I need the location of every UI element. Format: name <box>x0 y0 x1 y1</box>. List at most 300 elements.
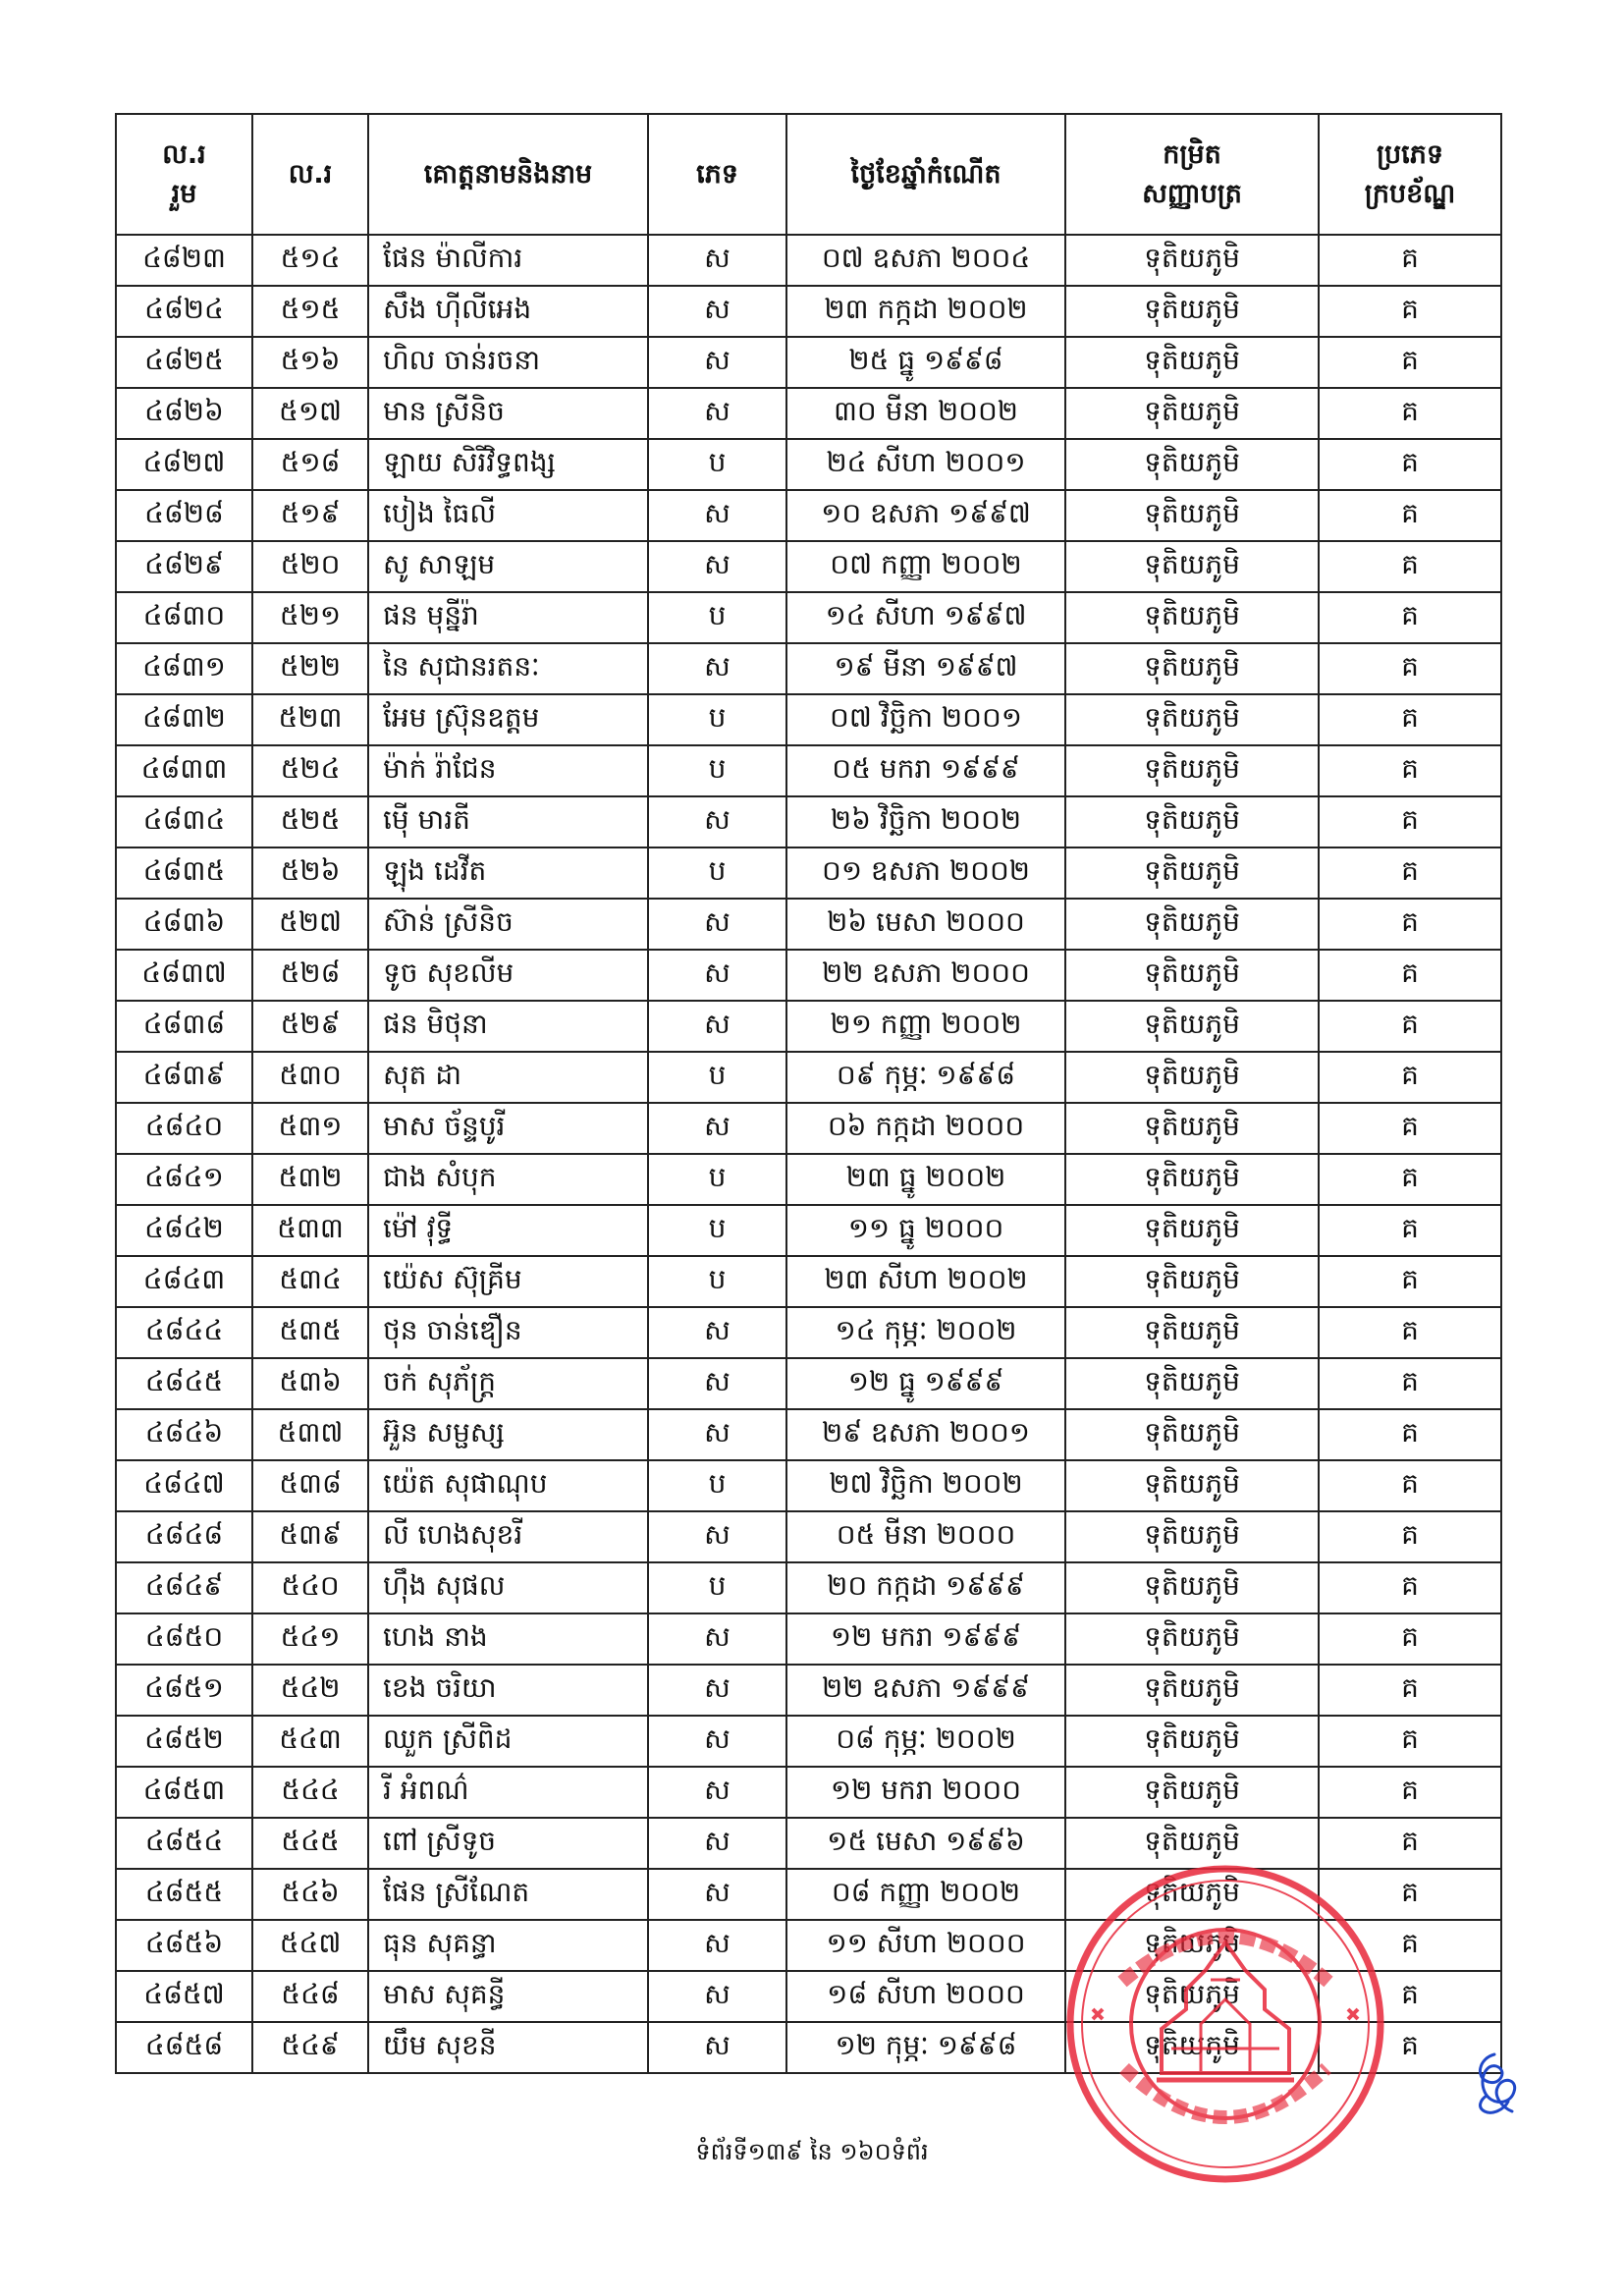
table-row <box>116 1001 1501 1052</box>
table-row <box>116 1511 1501 1562</box>
number-cell: ៥៣៩ <box>252 1511 368 1562</box>
category-cell: គ <box>1319 1307 1501 1358</box>
table-row <box>116 1562 1501 1613</box>
roster-table <box>115 113 1502 2074</box>
birth-date-cell: ១១ ធ្នូ ២០០០ <box>786 1205 1065 1256</box>
overall-number-cell: ៤៨៤០ <box>116 1103 252 1154</box>
overall-number-cell: ៤៨៤៩ <box>116 1562 252 1613</box>
number-cell: ៥២៧ <box>252 899 368 950</box>
overall-number-cell: ៤៨៤២ <box>116 1205 252 1256</box>
sex-cell: ស <box>648 388 786 439</box>
birth-date-cell: ០៧ កញ្ញា ២០០២ <box>786 541 1065 592</box>
overall-number-cell: ៤៨៤១ <box>116 1154 252 1205</box>
number-cell: ៥៣២ <box>252 1154 368 1205</box>
category-cell: គ <box>1319 1716 1501 1767</box>
category-cell: គ <box>1319 745 1501 796</box>
number-cell: ៥១៦ <box>252 337 368 388</box>
degree-cell: ទុតិយភូមិ <box>1065 1001 1319 1052</box>
table-row <box>116 541 1501 592</box>
birth-date-cell: ០១ ឧសភា ២០០២ <box>786 847 1065 899</box>
name-cell: នៃ សុជានរតនៈ <box>368 643 648 694</box>
sex-cell: ស <box>648 1716 786 1767</box>
name-cell: ហិល ចាន់រចនា <box>368 337 648 388</box>
overall-number-cell: ៤៨៣៧ <box>116 950 252 1001</box>
category-cell: គ <box>1319 1767 1501 1818</box>
category-cell: គ <box>1319 490 1501 541</box>
birth-date-cell: ២៦ មេសា ២០០០ <box>786 899 1065 950</box>
birth-date-cell: ១២ កុម្ភៈ ១៩៩៨ <box>786 2022 1065 2073</box>
category-cell: គ <box>1319 1103 1501 1154</box>
table-row <box>116 235 1501 286</box>
table-row <box>116 694 1501 745</box>
sex-cell: ស <box>648 490 786 541</box>
overall-number-cell: ៤៨៣២ <box>116 694 252 745</box>
degree-cell: ទុតិយភូមិ <box>1065 337 1319 388</box>
sex-cell: ស <box>648 899 786 950</box>
sex-cell: ប <box>648 1205 786 1256</box>
name-cell: ផែន ម៉ាលីការ <box>368 235 648 286</box>
table-row <box>116 745 1501 796</box>
name-cell: យ៉េត សុផាណុប <box>368 1460 648 1511</box>
name-cell: ទូច សុខលីម <box>368 950 648 1001</box>
category-cell: គ <box>1319 1511 1501 1562</box>
birth-date-cell: ២៣ សីហា ២០០២ <box>786 1256 1065 1307</box>
category-cell: គ <box>1319 1358 1501 1409</box>
number-cell: ៥៤៣ <box>252 1716 368 1767</box>
name-cell: យ៉េស ស៊ុគ្រីម <box>368 1256 648 1307</box>
birth-date-cell: ២២ ឧសភា ១៩៩៩ <box>786 1665 1065 1716</box>
overall-number-cell: ៤៨៥១ <box>116 1665 252 1716</box>
number-cell: ៥៣៤ <box>252 1256 368 1307</box>
name-cell: ម៉ៅ វុទ្ធី <box>368 1205 648 1256</box>
sex-cell: ស <box>648 1665 786 1716</box>
degree-cell: ទុតិយភូមិ <box>1065 235 1319 286</box>
table-body <box>116 235 1501 2073</box>
category-cell: គ <box>1319 1920 1501 1971</box>
birth-date-cell: ១២ មករា ២០០០ <box>786 1767 1065 1818</box>
sex-cell: ប <box>648 1154 786 1205</box>
number-cell: ៥២៦ <box>252 847 368 899</box>
category-cell: គ <box>1319 1256 1501 1307</box>
table-row <box>116 388 1501 439</box>
name-cell: មាស ច័ន្ទបូរី <box>368 1103 648 1154</box>
name-cell: ឡាយ សិរីវិទ្ធពង្ស <box>368 439 648 490</box>
header-number <box>252 114 368 235</box>
category-cell: គ <box>1319 1613 1501 1665</box>
table-row <box>116 439 1501 490</box>
category-cell: គ <box>1319 1665 1501 1716</box>
name-cell: សូ សាឡម <box>368 541 648 592</box>
number-cell: ៥៣៥ <box>252 1307 368 1358</box>
number-cell: ៥៣០ <box>252 1052 368 1103</box>
header-line: ល.រ <box>162 139 206 171</box>
name-cell: ចក់ សុភ័ក្រ្ត <box>368 1358 648 1409</box>
degree-cell: ទុតិយភូមិ <box>1065 1869 1319 1920</box>
category-cell: គ <box>1319 847 1501 899</box>
overall-number-cell: ៤៨២៨ <box>116 490 252 541</box>
sex-cell: ស <box>648 1307 786 1358</box>
header-overall-number <box>116 114 252 235</box>
number-cell: ៥៤០ <box>252 1562 368 1613</box>
overall-number-cell: ៤៨៣០ <box>116 592 252 643</box>
table-row <box>116 899 1501 950</box>
sex-cell: ប <box>648 1256 786 1307</box>
overall-number-cell: ៤៨៤៤ <box>116 1307 252 1358</box>
overall-number-cell: ៤៨៥៦ <box>116 1920 252 1971</box>
category-cell: គ <box>1319 286 1501 337</box>
birth-date-cell: ២៦ វិច្ឆិកា ២០០២ <box>786 796 1065 847</box>
table-row <box>116 286 1501 337</box>
birth-date-cell: ១៤ សីហា ១៩៩៧ <box>786 592 1065 643</box>
number-cell: ៥៣៧ <box>252 1409 368 1460</box>
degree-cell: ទុតិយភូមិ <box>1065 1307 1319 1358</box>
birth-date-cell: ០៨ កុម្ភៈ ២០០២ <box>786 1716 1065 1767</box>
sex-cell: ស <box>648 1869 786 1920</box>
name-cell: ខេង ចរិយា <box>368 1665 648 1716</box>
sex-cell: ប <box>648 1460 786 1511</box>
overall-number-cell: ៤៨៣៤ <box>116 796 252 847</box>
birth-date-cell: ០៥ មីនា ២០០០ <box>786 1511 1065 1562</box>
degree-cell: ទុតិយភូមិ <box>1065 592 1319 643</box>
category-cell: គ <box>1319 1971 1501 2022</box>
birth-date-cell: ២២ ឧសភា ២០០០ <box>786 950 1065 1001</box>
name-cell: សឹង ហ៊ីលីអេង <box>368 286 648 337</box>
sex-cell: ស <box>648 1358 786 1409</box>
table-row <box>116 1665 1501 1716</box>
number-cell: ៥៣១ <box>252 1103 368 1154</box>
overall-number-cell: ៤៨៥៤ <box>116 1818 252 1869</box>
overall-number-cell: ៤៨២៤ <box>116 286 252 337</box>
degree-cell: ទុតិយភូមិ <box>1065 1409 1319 1460</box>
birth-date-cell: ១២ មករា ១៩៩៩ <box>786 1613 1065 1665</box>
number-cell: ៥៤៧ <box>252 1920 368 1971</box>
sex-cell: ស <box>648 337 786 388</box>
overall-number-cell: ៤៨៣៣ <box>116 745 252 796</box>
birth-date-cell: ០៨ កញ្ញា ២០០២ <box>786 1869 1065 1920</box>
degree-cell: ទុតិយភូមិ <box>1065 694 1319 745</box>
sex-cell: ស <box>648 2022 786 2073</box>
name-cell: លី ហេងសុខរី <box>368 1511 648 1562</box>
table-row <box>116 337 1501 388</box>
degree-cell: ទុតិយភូមិ <box>1065 899 1319 950</box>
category-cell: គ <box>1319 1562 1501 1613</box>
table-row <box>116 847 1501 899</box>
sex-cell: ស <box>648 1103 786 1154</box>
sex-cell: ប <box>648 847 786 899</box>
category-cell: គ <box>1319 1205 1501 1256</box>
handwritten-signature-icon <box>1465 2049 1524 2117</box>
category-cell: គ <box>1319 1154 1501 1205</box>
number-cell: ៥១៧ <box>252 388 368 439</box>
sex-cell: ស <box>648 1409 786 1460</box>
degree-cell: ទុតិយភូមិ <box>1065 1511 1319 1562</box>
sex-cell: ស <box>648 1613 786 1665</box>
header-line: ល.រ <box>288 158 333 190</box>
degree-cell: ទុតិយភូមិ <box>1065 643 1319 694</box>
header-line: ភេទ <box>696 158 738 190</box>
birth-date-cell: ០៥ មករា ១៩៩៩ <box>786 745 1065 796</box>
header-line: សញ្ញាបត្រ <box>1142 178 1242 209</box>
number-cell: ៥២១ <box>252 592 368 643</box>
degree-cell: ទុតិយភូមិ <box>1065 1052 1319 1103</box>
birth-date-cell: ២៩ ឧសភា ២០០១ <box>786 1409 1065 1460</box>
overall-number-cell: ៤៨៥៥ <box>116 1869 252 1920</box>
sex-cell: ប <box>648 1052 786 1103</box>
sex-cell: ស <box>648 950 786 1001</box>
degree-cell: ទុតិយភូមិ <box>1065 439 1319 490</box>
overall-number-cell: ៤៨៤៦ <box>116 1409 252 1460</box>
sex-cell: ស <box>648 235 786 286</box>
table-row <box>116 490 1501 541</box>
overall-number-cell: ៤៨៣៥ <box>116 847 252 899</box>
number-cell: ៥២០ <box>252 541 368 592</box>
overall-number-cell: ៤៨៥០ <box>116 1613 252 1665</box>
degree-cell: ទុតិយភូមិ <box>1065 541 1319 592</box>
name-cell: ស៊ាន់ ស្រីនិច <box>368 899 648 950</box>
name-cell: មាស សុគន្ធី <box>368 1971 648 2022</box>
overall-number-cell: ៤៨៥៣ <box>116 1767 252 1818</box>
header-degree-level <box>1065 114 1319 235</box>
number-cell: ៥២៥ <box>252 796 368 847</box>
number-cell: ៥៣៣ <box>252 1205 368 1256</box>
name-cell: ឈួក ស្រីពិដ <box>368 1716 648 1767</box>
name-cell: ផែន ស្រីណែត <box>368 1869 648 1920</box>
birth-date-cell: ២១ កញ្ញា ២០០២ <box>786 1001 1065 1052</box>
birth-date-cell: ១១ សីហា ២០០០ <box>786 1920 1065 1971</box>
number-cell: ៥៣៨ <box>252 1460 368 1511</box>
birth-date-cell: ០៧ វិច្ឆិកា ២០០១ <box>786 694 1065 745</box>
number-cell: ៥៤២ <box>252 1665 368 1716</box>
sex-cell: ប <box>648 1562 786 1613</box>
name-cell: ម៉ាក់ រ៉ាជែន <box>368 745 648 796</box>
degree-cell: ទុតិយភូមិ <box>1065 388 1319 439</box>
number-cell: ៥២៤ <box>252 745 368 796</box>
birth-date-cell: ១៤ កុម្ភៈ ២០០២ <box>786 1307 1065 1358</box>
sex-cell: ស <box>648 541 786 592</box>
category-cell: គ <box>1319 694 1501 745</box>
degree-cell: ទុតិយភូមិ <box>1065 1971 1319 2022</box>
degree-cell: ទុតិយភូមិ <box>1065 1767 1319 1818</box>
number-cell: ៥១៤ <box>252 235 368 286</box>
header-sex <box>648 114 786 235</box>
category-cell: គ <box>1319 1818 1501 1869</box>
number-cell: ៥២៩ <box>252 1001 368 1052</box>
degree-cell: ទុតិយភូមិ <box>1065 1205 1319 1256</box>
table-row <box>116 1307 1501 1358</box>
overall-number-cell: ៤៨៤៣ <box>116 1256 252 1307</box>
overall-number-cell: ៤៨២៥ <box>116 337 252 388</box>
name-cell: រី អំពណ៌ <box>368 1767 648 1818</box>
degree-cell: ទុតិយភូមិ <box>1065 286 1319 337</box>
overall-number-cell: ៤៨៥៨ <box>116 2022 252 2073</box>
overall-number-cell: ៤៨៣៩ <box>116 1052 252 1103</box>
category-cell: គ <box>1319 1460 1501 1511</box>
birth-date-cell: ១៨ សីហា ២០០០ <box>786 1971 1065 2022</box>
name-cell: ហ៊ឹង សុផល <box>368 1562 648 1613</box>
degree-cell: ទុតិយភូមិ <box>1065 1562 1319 1613</box>
sex-cell: ប <box>648 745 786 796</box>
sex-cell: ប <box>648 592 786 643</box>
header-full-name <box>368 114 648 235</box>
category-cell: គ <box>1319 643 1501 694</box>
degree-cell: ទុតិយភូមិ <box>1065 1256 1319 1307</box>
number-cell: ៥៤៦ <box>252 1869 368 1920</box>
overall-number-cell: ៤៨៣៨ <box>116 1001 252 1052</box>
name-cell: ពៅ ស្រីទូច <box>368 1818 648 1869</box>
number-cell: ៥២៨ <box>252 950 368 1001</box>
sex-cell: ស <box>648 1818 786 1869</box>
name-cell: យឹម សុខនី <box>368 2022 648 2073</box>
degree-cell: ទុតិយភូមិ <box>1065 490 1319 541</box>
overall-number-cell: ៤៨២៧ <box>116 439 252 490</box>
sex-cell: ស <box>648 1511 786 1562</box>
category-cell: គ <box>1319 337 1501 388</box>
birth-date-cell: ១៩ មីនា ១៩៩៧ <box>786 643 1065 694</box>
number-cell: ៥២២ <box>252 643 368 694</box>
name-cell: ហេង នាង <box>368 1613 648 1665</box>
name-cell: បៀង ធៃលី <box>368 490 648 541</box>
name-cell: មាន ស្រីនិច <box>368 388 648 439</box>
name-cell: សុត ដា <box>368 1052 648 1103</box>
sex-cell: ប <box>648 694 786 745</box>
birth-date-cell: ១២ ធ្នូ ១៩៩៩ <box>786 1358 1065 1409</box>
sex-cell: ស <box>648 1767 786 1818</box>
birth-date-cell: ២៧ វិច្ឆិកា ២០០២ <box>786 1460 1065 1511</box>
number-cell: ៥៣៦ <box>252 1358 368 1409</box>
name-cell: អែម ស្រ៊ុនឧត្តម <box>368 694 648 745</box>
table-row <box>116 1052 1501 1103</box>
table-row <box>116 592 1501 643</box>
sex-cell: ប <box>648 439 786 490</box>
sex-cell: ស <box>648 1920 786 1971</box>
page-number: ទំព័រទី១៣៩ នៃ ១៦០ទំព័រ <box>695 2138 929 2165</box>
birth-date-cell: ២៣ ធ្នូ ២០០២ <box>786 1154 1065 1205</box>
header-row <box>116 114 1501 235</box>
birth-date-cell: ២៤ សីហា ២០០១ <box>786 439 1065 490</box>
degree-cell: ទុតិយភូមិ <box>1065 847 1319 899</box>
number-cell: ៥៤៥ <box>252 1818 368 1869</box>
birth-date-cell: ២៥ ធ្នូ ១៩៩៨ <box>786 337 1065 388</box>
table-row <box>116 1716 1501 1767</box>
header-line: ក្របខ័ណ្ឌ <box>1364 178 1456 209</box>
number-cell: ៥២៣ <box>252 694 368 745</box>
category-cell: គ <box>1319 1052 1501 1103</box>
table-row <box>116 796 1501 847</box>
header-line: គោត្តនាមនិងនាម <box>423 158 593 190</box>
table-row <box>116 1409 1501 1460</box>
number-cell: ៥១៩ <box>252 490 368 541</box>
birth-date-cell: ២០ កក្កដា ១៩៩៩ <box>786 1562 1065 1613</box>
category-cell: គ <box>1319 1869 1501 1920</box>
table-row <box>116 1103 1501 1154</box>
name-cell: ផន មិថុនា <box>368 1001 648 1052</box>
birth-date-cell: ១៥ មេសា ១៩៩៦ <box>786 1818 1065 1869</box>
birth-date-cell: ១០ ឧសភា ១៩៩៧ <box>786 490 1065 541</box>
category-cell: គ <box>1319 439 1501 490</box>
overall-number-cell: ៤៨៤៨ <box>116 1511 252 1562</box>
degree-cell: ទុតិយភូមិ <box>1065 796 1319 847</box>
category-cell: គ <box>1319 541 1501 592</box>
birth-date-cell: ៣០ មីនា ២០០២ <box>786 388 1065 439</box>
birth-date-cell: ០៧ ឧសភា ២០០៤ <box>786 235 1065 286</box>
birth-date-cell: ០៩ កុម្ភៈ ១៩៩៨ <box>786 1052 1065 1103</box>
degree-cell: ទុតិយភូមិ <box>1065 1613 1319 1665</box>
sex-cell: ស <box>648 643 786 694</box>
category-cell: គ <box>1319 592 1501 643</box>
name-cell: ម៉ើ មារតី <box>368 796 648 847</box>
name-cell: ផន មុន្នីរ៉ា <box>368 592 648 643</box>
degree-cell: ទុតិយភូមិ <box>1065 950 1319 1001</box>
table-row <box>116 643 1501 694</box>
category-cell: គ <box>1319 950 1501 1001</box>
table-row <box>116 1767 1501 1818</box>
name-cell: ឡុង ដេវីត <box>368 847 648 899</box>
overall-number-cell: ៤៨២៩ <box>116 541 252 592</box>
overall-number-cell: ៤៨៤៥ <box>116 1358 252 1409</box>
sex-cell: ស <box>648 286 786 337</box>
degree-cell: ទុតិយភូមិ <box>1065 1460 1319 1511</box>
table-row <box>116 1205 1501 1256</box>
header-line: ប្រភេទ <box>1376 139 1444 171</box>
degree-cell: ទុតិយភូមិ <box>1065 1103 1319 1154</box>
header-line: កម្រិត <box>1163 139 1221 171</box>
number-cell: ៥៤៤ <box>252 1767 368 1818</box>
overall-number-cell: ៤៨៥៧ <box>116 1971 252 2022</box>
sex-cell: ស <box>648 796 786 847</box>
name-cell: ថុន ចាន់ឌឿន <box>368 1307 648 1358</box>
birth-date-cell: ០៦ កក្កដា ២០០០ <box>786 1103 1065 1154</box>
degree-cell: ទុតិយភូមិ <box>1065 1818 1319 1869</box>
table-row <box>116 1154 1501 1205</box>
table-row <box>116 1613 1501 1665</box>
overall-number-cell: ៤៨៤៧ <box>116 1460 252 1511</box>
overall-number-cell: ៤៨៣១ <box>116 643 252 694</box>
category-cell: គ <box>1319 899 1501 950</box>
name-cell: ធុន សុគន្ធា <box>368 1920 648 1971</box>
overall-number-cell: ៤៨២៦ <box>116 388 252 439</box>
category-cell: គ <box>1319 1409 1501 1460</box>
degree-cell: ទុតិយភូមិ <box>1065 1665 1319 1716</box>
table-row <box>116 1358 1501 1409</box>
degree-cell: ទុតិយភូមិ <box>1065 1716 1319 1767</box>
header-line: រួម <box>171 178 197 209</box>
header-framework-category <box>1319 114 1501 235</box>
header-line: ថ្ងៃខែឆ្នាំកំណើត <box>850 158 1001 190</box>
overall-number-cell: ៤៨៣៦ <box>116 899 252 950</box>
birth-date-cell: ២៣ កក្កដា ២០០២ <box>786 286 1065 337</box>
number-cell: ៥៤៨ <box>252 1971 368 2022</box>
table-row <box>116 950 1501 1001</box>
number-cell: ៥៤១ <box>252 1613 368 1665</box>
degree-cell: ទុតិយភូមិ <box>1065 1154 1319 1205</box>
sex-cell: ស <box>648 1971 786 2022</box>
sex-cell: ស <box>648 1001 786 1052</box>
header-date-of-birth <box>786 114 1065 235</box>
number-cell: ៥១៥ <box>252 286 368 337</box>
table-row <box>116 1256 1501 1307</box>
category-cell: គ <box>1319 796 1501 847</box>
number-cell: ៥៤៩ <box>252 2022 368 2073</box>
overall-number-cell: ៤៨២៣ <box>116 235 252 286</box>
name-cell: ជាង សំបុក <box>368 1154 648 1205</box>
category-cell: គ <box>1319 1001 1501 1052</box>
degree-cell: ទុតិយភូមិ <box>1065 745 1319 796</box>
degree-cell: ទុតិយភូមិ <box>1065 1358 1319 1409</box>
category-cell: គ <box>1319 2022 1501 2073</box>
category-cell: គ <box>1319 235 1501 286</box>
overall-number-cell: ៤៨៥២ <box>116 1716 252 1767</box>
degree-cell: ទុតិយភូមិ <box>1065 1920 1319 1971</box>
